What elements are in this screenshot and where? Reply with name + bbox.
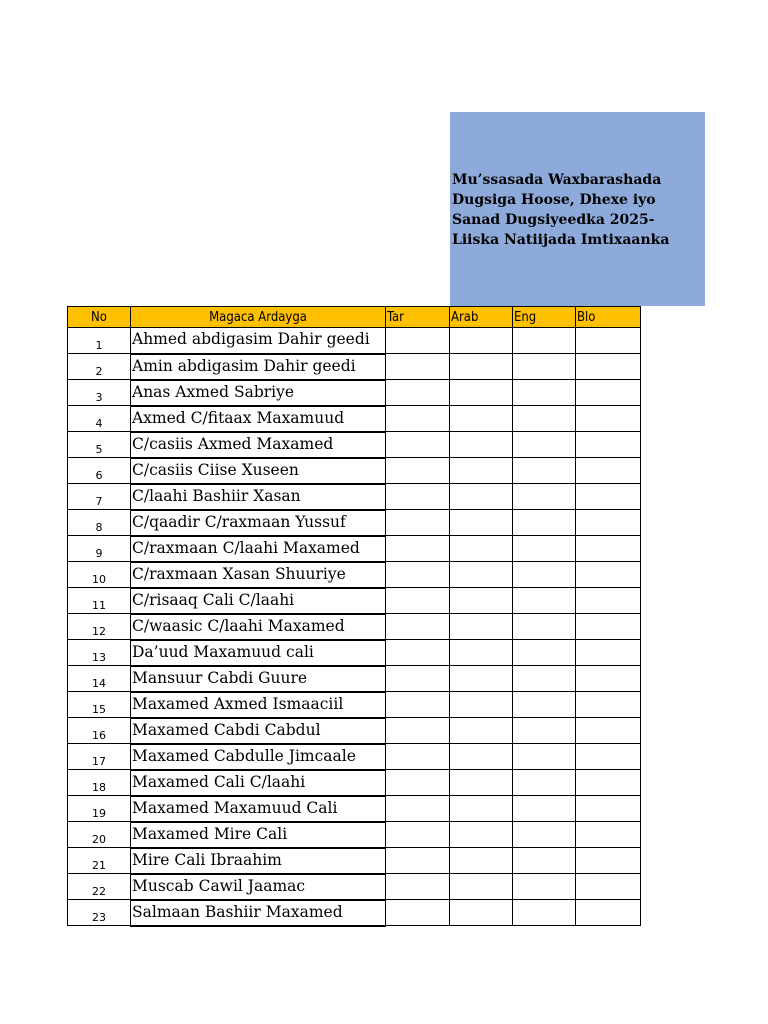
student-name-cell[interactable]: C/waasic C/laahi Maxamed	[131, 614, 386, 640]
grade-cell-arab[interactable]	[450, 328, 513, 354]
grade-cell-tar[interactable]	[386, 744, 450, 770]
student-name-cell[interactable]: C/casiis Axmed Maxamed	[131, 432, 386, 458]
grade-cell-eng[interactable]	[513, 588, 576, 614]
grade-cell-eng[interactable]	[513, 406, 576, 432]
row-number: 13	[68, 640, 131, 666]
student-name-cell[interactable]: C/raxmaan C/laahi Maxamed	[131, 536, 386, 562]
grade-cell-arab[interactable]	[450, 718, 513, 744]
column-header-no: No	[68, 307, 131, 328]
grade-cell-blo[interactable]	[576, 614, 641, 640]
row-number: 22	[68, 874, 131, 900]
student-name-cell[interactable]: Ahmed abdigasim Dahir geedi	[131, 328, 386, 354]
table-row	[68, 536, 641, 562]
grade-cell-blo[interactable]	[576, 822, 641, 848]
row-number: 2	[68, 354, 131, 380]
table-row	[68, 874, 641, 900]
grade-cell-blo[interactable]	[576, 640, 641, 666]
table-row	[68, 484, 641, 510]
grade-cell-arab[interactable]	[450, 796, 513, 822]
grade-cell-arab[interactable]	[450, 640, 513, 666]
row-number: 21	[68, 848, 131, 874]
table-row	[68, 770, 641, 796]
table-row	[68, 562, 641, 588]
grade-cell-eng[interactable]	[513, 900, 576, 926]
grade-cell-tar[interactable]	[386, 484, 450, 510]
student-name-cell[interactable]: C/raxmaan Xasan Shuuriye	[131, 562, 386, 588]
table-row	[68, 328, 641, 354]
student-name-cell[interactable]: Maxamed Cabdulle Jimcaale	[131, 744, 386, 770]
grade-cell-blo[interactable]	[576, 692, 641, 718]
grade-cell-eng[interactable]	[513, 328, 576, 354]
grade-cell-tar[interactable]	[386, 614, 450, 640]
grade-cell-tar[interactable]	[386, 432, 450, 458]
grade-cell-arab[interactable]	[450, 822, 513, 848]
table-row	[68, 900, 641, 926]
grade-cell-tar[interactable]	[386, 588, 450, 614]
grade-cell-tar[interactable]	[386, 328, 450, 354]
grade-cell-arab[interactable]	[450, 536, 513, 562]
student-name-cell[interactable]: C/casiis Ciise Xuseen	[131, 458, 386, 484]
table-row	[68, 796, 641, 822]
student-name-cell[interactable]: Maxamed Cabdi Cabdul	[131, 718, 386, 744]
table-row	[68, 614, 641, 640]
grade-cell-eng[interactable]	[513, 822, 576, 848]
grade-cell-arab[interactable]	[450, 770, 513, 796]
student-name-cell[interactable]: Muscab Cawil Jaamac	[131, 874, 386, 900]
column-header-name: Magaca Ardayga	[131, 307, 386, 328]
row-number: 20	[68, 822, 131, 848]
table-row	[68, 744, 641, 770]
table-row	[68, 666, 641, 692]
grade-cell-eng[interactable]	[513, 354, 576, 380]
grade-cell-blo[interactable]	[576, 536, 641, 562]
grade-cell-eng[interactable]	[513, 380, 576, 406]
grade-cell-eng[interactable]	[513, 718, 576, 744]
row-number: 5	[68, 432, 131, 458]
row-number: 3	[68, 380, 131, 406]
grade-cell-eng[interactable]	[513, 744, 576, 770]
grade-cell-eng[interactable]	[513, 848, 576, 874]
table-row	[68, 432, 641, 458]
row-number: 16	[68, 718, 131, 744]
header-line: Dugsiga Hoose, Dhexe iyo	[452, 192, 656, 208]
grade-cell-blo[interactable]	[576, 406, 641, 432]
grade-cell-blo[interactable]	[576, 848, 641, 874]
grade-cell-blo[interactable]	[576, 744, 641, 770]
row-number: 23	[68, 900, 131, 926]
grade-cell-blo[interactable]	[576, 328, 641, 354]
grade-cell-tar[interactable]	[386, 562, 450, 588]
student-name-cell[interactable]: Mansuur Cabdi Guure	[131, 666, 386, 692]
grade-cell-arab[interactable]	[450, 432, 513, 458]
table-row	[68, 588, 641, 614]
grade-cell-eng[interactable]	[513, 796, 576, 822]
grade-cell-tar[interactable]	[386, 770, 450, 796]
table-row	[68, 640, 641, 666]
grade-cell-tar[interactable]	[386, 380, 450, 406]
grade-cell-arab[interactable]	[450, 380, 513, 406]
table-row	[68, 718, 641, 744]
row-number: 17	[68, 744, 131, 770]
student-name-cell[interactable]: Maxamed Maxamuud Cali	[131, 796, 386, 822]
grade-cell-eng[interactable]	[513, 484, 576, 510]
student-name-cell[interactable]: Salmaan Bashiir Maxamed	[131, 900, 386, 926]
grade-cell-blo[interactable]	[576, 484, 641, 510]
grade-cell-eng[interactable]	[513, 692, 576, 718]
grade-cell-eng[interactable]	[513, 562, 576, 588]
column-header-arab: Arab	[450, 307, 513, 328]
grade-cell-tar[interactable]	[386, 822, 450, 848]
grade-cell-tar[interactable]	[386, 900, 450, 926]
grade-cell-tar[interactable]	[386, 458, 450, 484]
grade-cell-arab[interactable]	[450, 458, 513, 484]
student-name-cell[interactable]: Maxamed Cali C/laahi	[131, 770, 386, 796]
row-number: 19	[68, 796, 131, 822]
student-name-cell[interactable]: Da’uud Maxamuud cali	[131, 640, 386, 666]
row-number: 6	[68, 458, 131, 484]
grade-cell-tar[interactable]	[386, 536, 450, 562]
table-row	[68, 354, 641, 380]
grade-cell-arab[interactable]	[450, 510, 513, 536]
grade-cell-eng[interactable]	[513, 666, 576, 692]
grade-cell-eng[interactable]	[513, 432, 576, 458]
student-name-cell[interactable]: Axmed C/fitaax Maxamuud	[131, 406, 386, 432]
row-number: 10	[68, 562, 131, 588]
grade-cell-blo[interactable]	[576, 666, 641, 692]
grade-cell-arab[interactable]	[450, 692, 513, 718]
row-number: 15	[68, 692, 131, 718]
grade-cell-tar[interactable]	[386, 354, 450, 380]
grade-cell-blo[interactable]	[576, 900, 641, 926]
column-header-eng: Eng	[513, 307, 576, 328]
row-number: 11	[68, 588, 131, 614]
grade-cell-blo[interactable]	[576, 770, 641, 796]
grade-cell-blo[interactable]	[576, 380, 641, 406]
grade-cell-arab[interactable]	[450, 744, 513, 770]
row-number: 4	[68, 406, 131, 432]
row-number: 14	[68, 666, 131, 692]
row-number: 12	[68, 614, 131, 640]
grade-cell-blo[interactable]	[576, 510, 641, 536]
grade-cell-arab[interactable]	[450, 354, 513, 380]
table-body	[68, 328, 641, 926]
table-row	[68, 406, 641, 432]
results-table	[67, 306, 641, 927]
row-number: 8	[68, 510, 131, 536]
table-header-row	[68, 307, 641, 328]
header-title-block	[452, 170, 670, 250]
grade-cell-blo[interactable]	[576, 562, 641, 588]
header-line: Sanad Dugsiyeedka 2025-	[452, 212, 655, 228]
grade-cell-tar[interactable]	[386, 718, 450, 744]
grade-cell-eng[interactable]	[513, 614, 576, 640]
column-header-tar: Tar	[386, 307, 450, 328]
grade-cell-arab[interactable]	[450, 848, 513, 874]
grade-cell-blo[interactable]	[576, 718, 641, 744]
row-number: 18	[68, 770, 131, 796]
grade-cell-blo[interactable]	[576, 796, 641, 822]
row-number: 9	[68, 536, 131, 562]
grade-cell-eng[interactable]	[513, 536, 576, 562]
grade-cell-eng[interactable]	[513, 874, 576, 900]
grade-cell-tar[interactable]	[386, 796, 450, 822]
student-name-cell[interactable]: Amin abdigasim Dahir geedi	[131, 354, 386, 380]
table-row	[68, 510, 641, 536]
grade-cell-tar[interactable]	[386, 692, 450, 718]
grade-cell-blo[interactable]	[576, 354, 641, 380]
student-name-cell[interactable]: C/risaaq Cali C/laahi	[131, 588, 386, 614]
table-row	[68, 822, 641, 848]
grade-cell-eng[interactable]	[513, 640, 576, 666]
student-name-cell[interactable]: Mire Cali Ibraahim	[131, 848, 386, 874]
grade-cell-tar[interactable]	[386, 640, 450, 666]
grade-cell-blo[interactable]	[576, 874, 641, 900]
grade-cell-arab[interactable]	[450, 484, 513, 510]
grade-cell-eng[interactable]	[513, 458, 576, 484]
grade-cell-tar[interactable]	[386, 874, 450, 900]
grade-cell-blo[interactable]	[576, 458, 641, 484]
grade-cell-arab[interactable]	[450, 900, 513, 926]
student-name-cell[interactable]: Maxamed Mire Cali	[131, 822, 386, 848]
grade-cell-arab[interactable]	[450, 562, 513, 588]
grade-cell-blo[interactable]	[576, 432, 641, 458]
grade-cell-tar[interactable]	[386, 848, 450, 874]
grade-cell-tar[interactable]	[386, 406, 450, 432]
student-name-cell[interactable]: C/qaadir C/raxmaan Yussuf	[131, 510, 386, 536]
grade-cell-tar[interactable]	[386, 510, 450, 536]
grade-cell-tar[interactable]	[386, 666, 450, 692]
table-row	[68, 458, 641, 484]
header-line: Mu’ssasada Waxbarashada	[452, 172, 662, 188]
row-number: 7	[68, 484, 131, 510]
student-name-cell[interactable]: Anas Axmed Sabriye	[131, 380, 386, 406]
header-line: Liiska Natiijada Imtixaanka	[452, 232, 670, 248]
column-header-blo: Blo	[576, 307, 641, 328]
grade-cell-blo[interactable]	[576, 588, 641, 614]
table-row	[68, 380, 641, 406]
grade-cell-arab[interactable]	[450, 614, 513, 640]
table-row	[68, 848, 641, 874]
grade-cell-arab[interactable]	[450, 588, 513, 614]
grade-cell-arab[interactable]	[450, 666, 513, 692]
student-name-cell[interactable]: Maxamed Axmed Ismaaciil	[131, 692, 386, 718]
student-name-cell[interactable]: C/laahi Bashiir Xasan	[131, 484, 386, 510]
grade-cell-arab[interactable]	[450, 406, 513, 432]
table-row	[68, 692, 641, 718]
grade-cell-eng[interactable]	[513, 770, 576, 796]
grade-cell-eng[interactable]	[513, 510, 576, 536]
row-number: 1	[68, 328, 131, 354]
grade-cell-arab[interactable]	[450, 874, 513, 900]
